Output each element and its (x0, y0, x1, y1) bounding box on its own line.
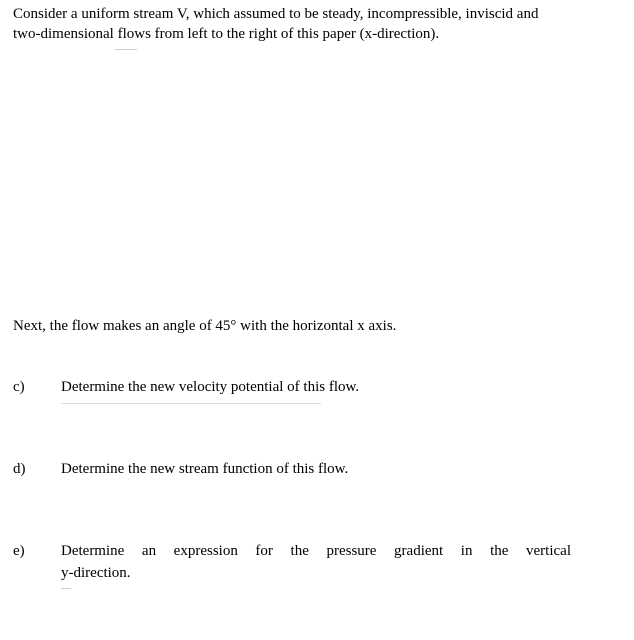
next-statement: Next, the flow makes an angle of 45° with the horizontal x axis. (13, 318, 397, 334)
question-e-text-line-2: y-direction. (61, 565, 131, 581)
cut-off-text-artifact (115, 49, 137, 50)
cut-off-text-artifact (61, 403, 321, 404)
intro-line-1: Consider a uniform stream V, which assumed to be steady, incompressible, inviscid and (13, 6, 539, 22)
intro-line-2: two-dimensional flows from left to the right of this paper (x-direction). (13, 26, 440, 42)
cut-off-text-artifact (61, 588, 71, 589)
question-c-text: Determine the new velocity potential of this flow. (61, 379, 360, 395)
question-d-text: Determine the new stream function of this flow. (61, 461, 349, 477)
question-c-label: c) (13, 379, 25, 395)
question-e-text-line-1: Determine an expression for the pressure gradient in the vertical (61, 543, 571, 559)
question-d-label: d) (13, 461, 26, 477)
question-e-label: e) (13, 543, 25, 559)
